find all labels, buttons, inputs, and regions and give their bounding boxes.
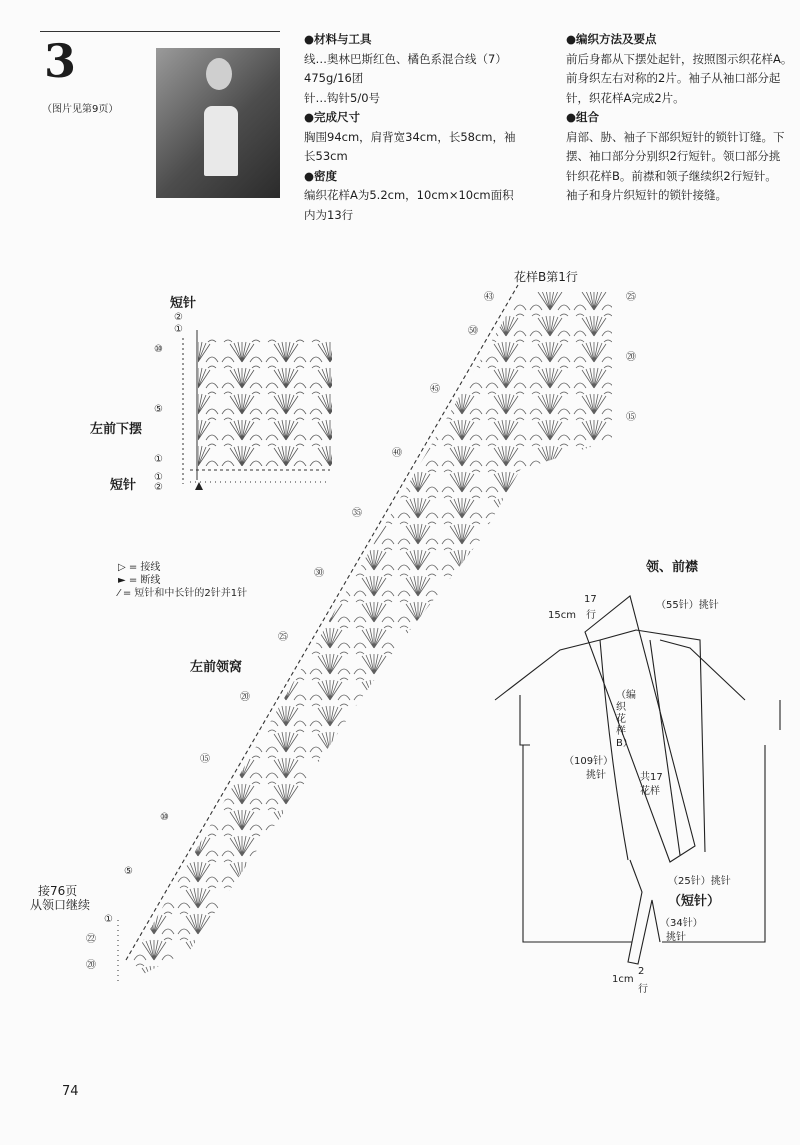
assembly-line-2: 摆、袖口部分分别织2行短针。领口部分挑	[566, 149, 781, 163]
short-stitch-left-label: 短针	[110, 478, 137, 493]
continue-note-1: 接76页	[38, 884, 78, 898]
row-num: ㉕	[278, 632, 288, 643]
collar-pattern-b: （编织花样B）	[616, 690, 636, 749]
row-num: ㊺	[430, 384, 440, 395]
collar-pick-109: （109针）	[564, 756, 614, 767]
size-line-1: 胸围94cm，肩背宽34cm，长58cm，袖	[304, 129, 516, 144]
row-num: ⑤	[124, 866, 133, 877]
row-num: ①	[174, 324, 183, 335]
row-num: ㊵	[392, 448, 402, 459]
method-line-3: 针，织花样A完成2片。	[566, 90, 685, 105]
row-num: ㉒	[86, 934, 96, 945]
method-line-1: 前后身都从下摆处起针，按照图示织花样A。	[566, 51, 793, 66]
gauge-heading: ●密度	[304, 168, 338, 183]
hook-line: 针…钩针5/0号	[304, 90, 381, 105]
row-num: ⑩	[160, 812, 169, 823]
collar-total-17: 共17	[640, 772, 663, 783]
row-num: ⑮	[626, 412, 636, 423]
collar-pick-34-b: 挑针	[666, 932, 686, 943]
method-heading: ●编织方法及要点	[566, 32, 657, 46]
legend-join: ▷ = 接线	[118, 562, 161, 573]
row-num: ②	[174, 312, 183, 323]
row-num: ⑤	[154, 404, 163, 415]
row-num: ㉟	[352, 508, 362, 519]
gauge-line-1: 编织花样A为5.2cm，10cm×10cm面积	[304, 188, 514, 202]
row-num: ㉚	[314, 568, 324, 579]
method-line-2: 前身织左右对称的2片。袖子从袖口部分起	[566, 71, 781, 85]
assembly-line-4: 袖子和身片织短针的锁针接缝。	[566, 188, 727, 202]
photo-reference: （图片见第9页）	[42, 104, 119, 115]
hem-chart	[183, 330, 332, 490]
pattern-number: 3	[44, 34, 77, 88]
size-line-2: 长53cm	[304, 149, 348, 163]
row-num: ⑩	[154, 344, 163, 355]
collar-dim-1cm: 1cm	[612, 974, 634, 985]
collar-rows-2-unit: 行	[638, 984, 648, 995]
collar-total-17-b: 花样	[640, 786, 660, 797]
row-num: ⑳	[86, 960, 96, 971]
row-num: ㉕	[626, 292, 636, 303]
collar-pick-55: （55针）挑针	[656, 600, 719, 611]
collar-short-stitch: （短针）	[668, 894, 721, 909]
row-num: ①	[104, 914, 113, 925]
legend-cut: ► = 断线	[118, 575, 161, 586]
row-num: ①	[154, 454, 163, 465]
collar-pick-25: （25针）挑针	[668, 876, 731, 887]
row-num: ⑮	[200, 754, 210, 765]
collar-rows-17: 17	[584, 594, 597, 605]
assembly-line-1: 肩部、胁、袖子下部织短针的锁针订缝。下	[566, 129, 785, 144]
materials-heading: ●材料与工具	[304, 32, 372, 46]
collar-dim-15cm: 15cm	[548, 610, 576, 621]
collar-rows-17-unit: 行	[586, 610, 596, 621]
pattern-b-row1-label: 花样B第1行	[514, 270, 578, 284]
collar-rows-2: 2	[638, 966, 645, 977]
row-num: ①	[154, 472, 163, 483]
row-num: ⑳	[626, 352, 636, 363]
size-heading: ●完成尺寸	[304, 110, 361, 124]
hem-label: 左前下摆	[90, 422, 143, 437]
yarn-line: 线…奥林巴斯红色、橘色系混合线（7）	[304, 51, 507, 66]
row-num: ㊿	[468, 326, 478, 337]
collar-title: 领、前襟	[646, 560, 699, 575]
legend-decrease: ⁄ = 短针和中长针的2针并1针	[118, 588, 248, 599]
row-num: ⑳	[240, 692, 250, 703]
collar-pick-109-b: 挑针	[586, 770, 606, 781]
continue-note-2: 从领口继续	[30, 898, 91, 912]
collar-pick-34: （34针）	[660, 918, 703, 929]
neck-diagonal-chart	[118, 285, 612, 985]
yarn-amount: 475g/16团	[304, 71, 364, 85]
page-number: 74	[62, 1084, 79, 1099]
short-stitch-top-label: 短针	[170, 296, 197, 311]
gauge-line-2: 内为13行	[304, 207, 354, 222]
assembly-heading: ●组合	[566, 110, 600, 124]
assembly-line-3: 针织花样B。前襟和领子继续织2行短针。	[566, 168, 777, 183]
row-num: ㊸	[484, 292, 494, 303]
row-num: ②	[154, 482, 163, 493]
neck-label: 左前领窝	[190, 660, 243, 675]
collar-schematic	[495, 596, 780, 964]
